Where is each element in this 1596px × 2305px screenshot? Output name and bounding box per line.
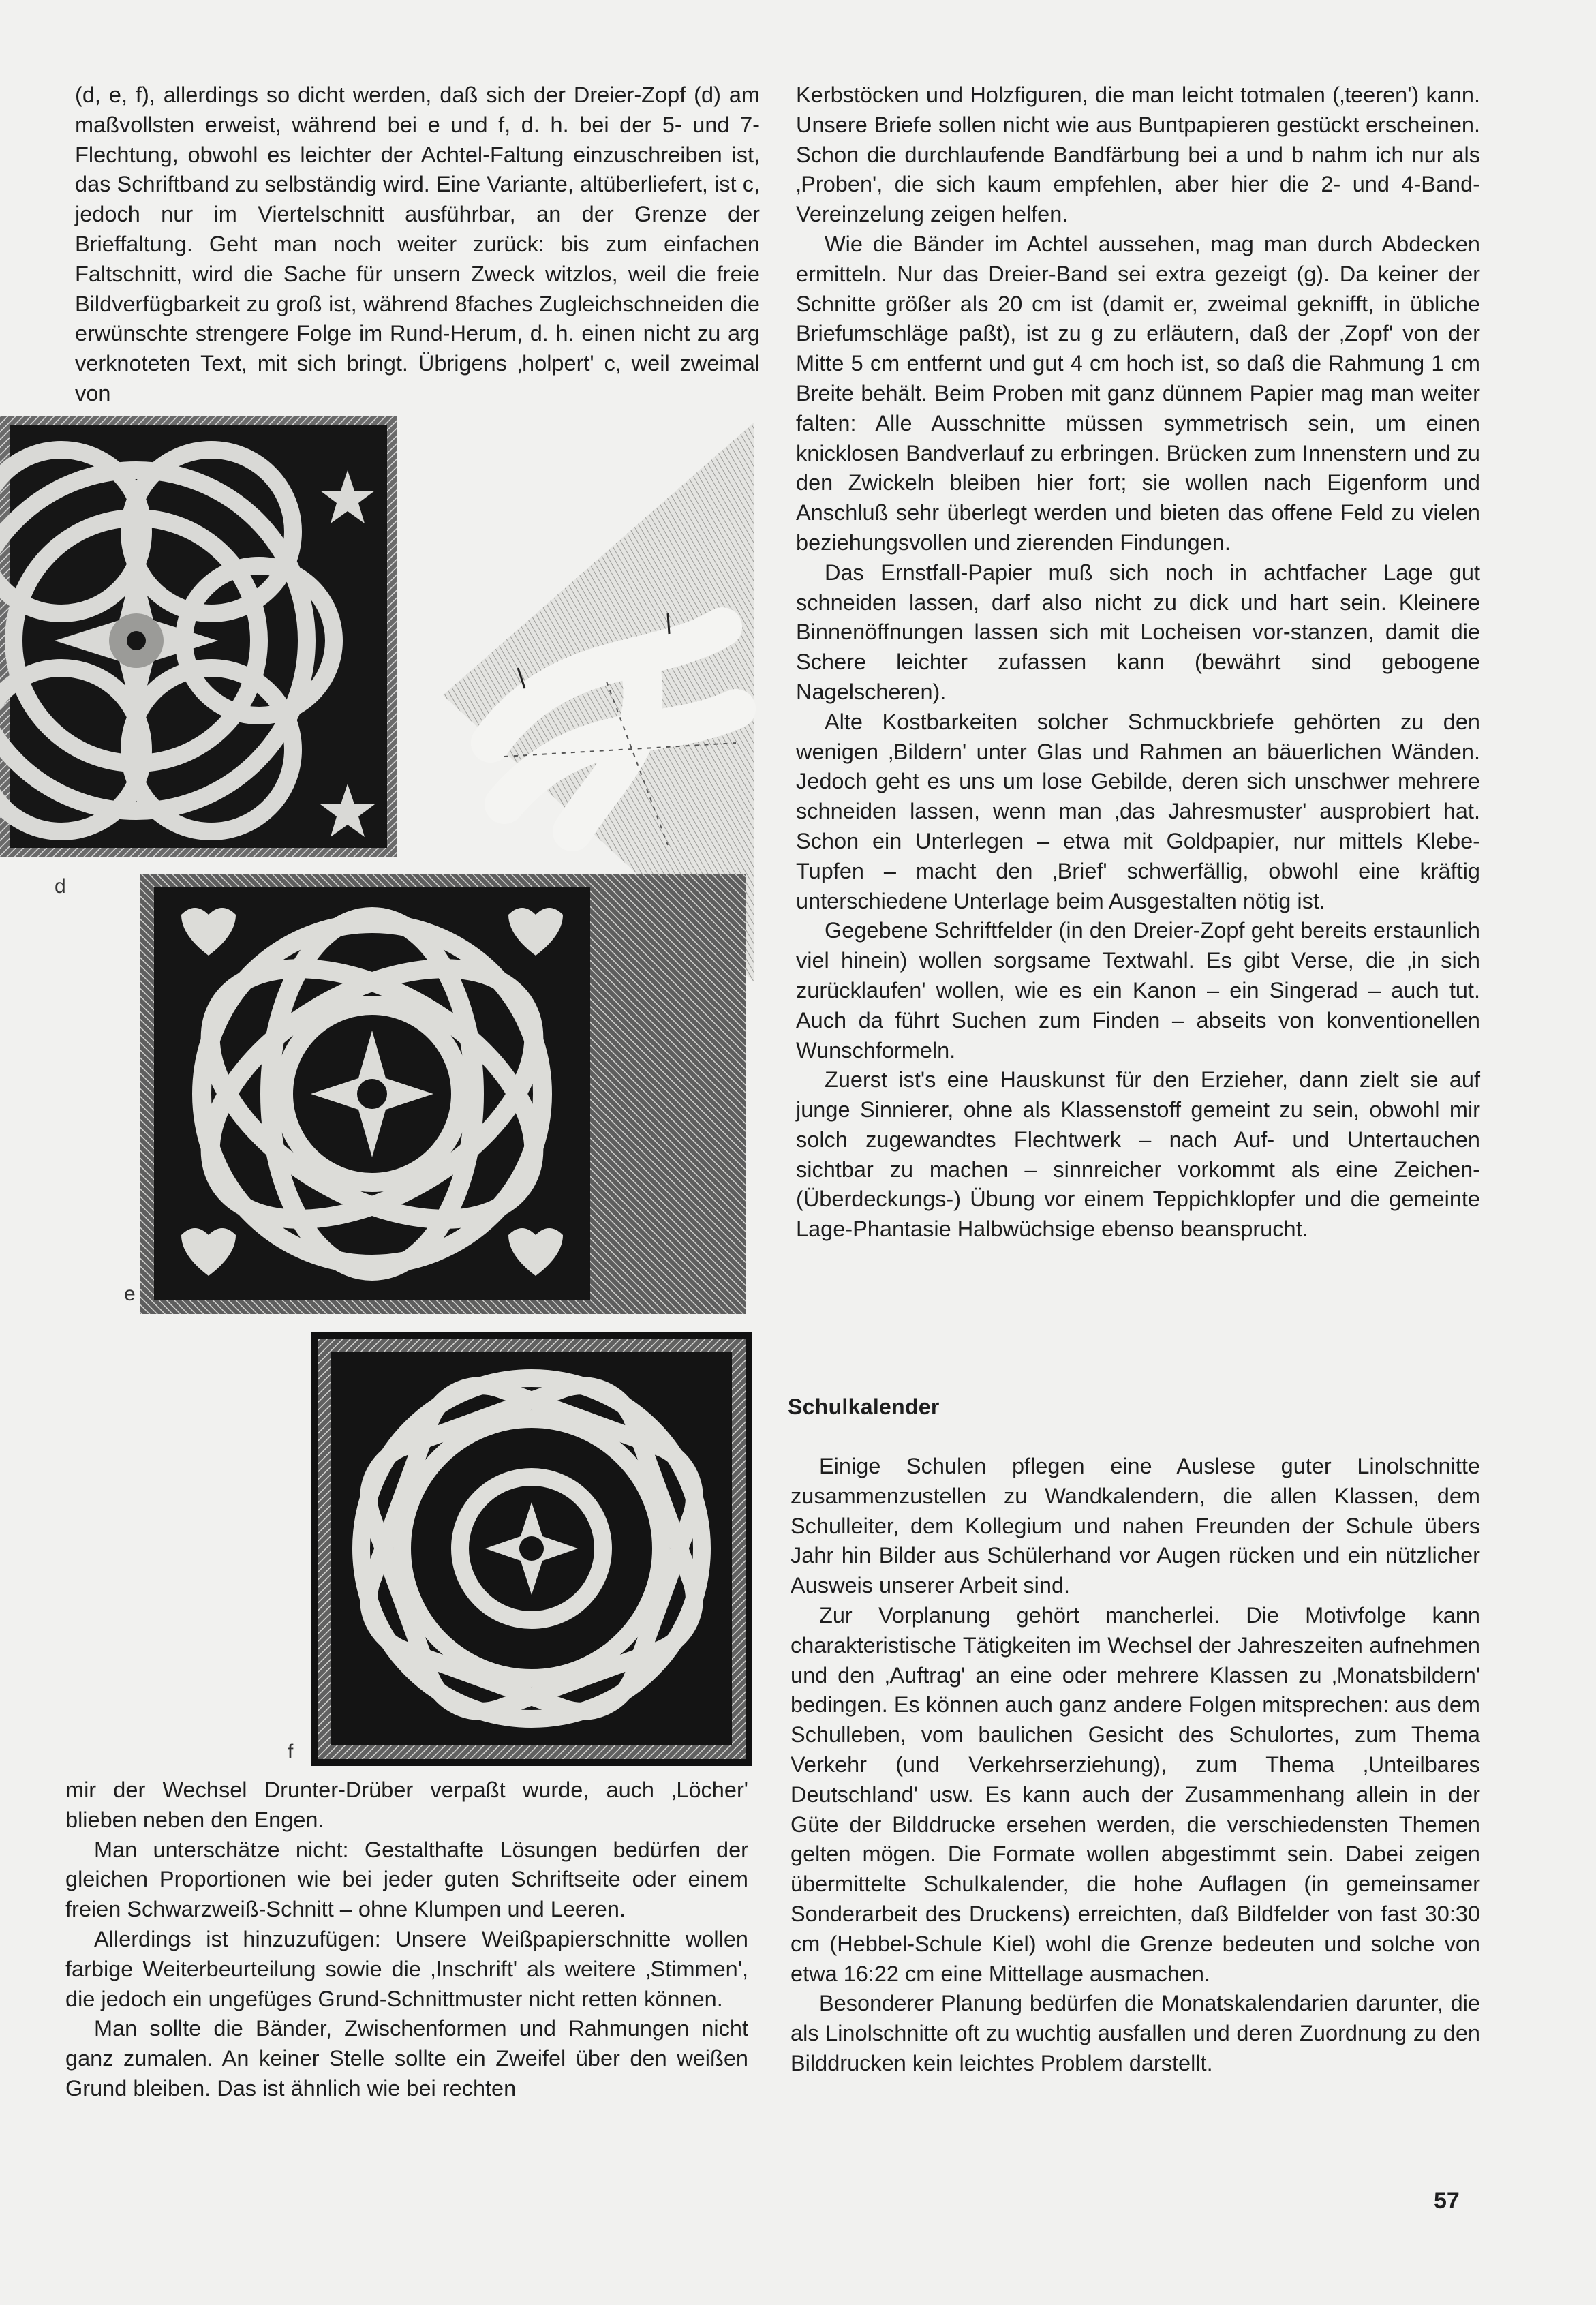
- papercut-figure-d: [0, 416, 397, 857]
- paragraph: Zuerst ist's eine Hauskunst für den Erzieher, dann zielt sie auf junge Sinnierer, ohne als Klassenstoff gemeint zu sein, obwohl mir solch zugewandtes Flechtwerk – nach Auf- und Untertauchen sichtbar zu machen – sinnreicher vorkommt als eine Zeichen- (Überdeckungs-) Übung vor einem Teppichklopfer und die gemeinte Lage-Phantasie Halbwüchsige ebenso beansprucht.: [796, 1067, 1480, 1242]
- paragraph: Man unterschätze nicht: Gestalthafte Lösungen bedürfen der gleichen Proportionen wie bei jeder guten Schriftseite oder einem freien Schwarzweiß-Schnitt – ohne Klumpen und Leeren.: [65, 1837, 748, 1922]
- page-number: 57: [1434, 2188, 1460, 2214]
- paragraph: Man sollte die Bänder, Zwischenformen und Rahmungen nicht ganz zumalen. An keiner Stelle sollte ein Zweifel über den weißen Grund bleiben. Das ist ähnlich wie bei rechten: [65, 2016, 748, 2101]
- paragraph: Gegebene Schriftfelder (in den Dreier-Zopf geht bereits erstaunlich viel hinein) wollen sorgsame Textwahl. Es gibt Verse, die ‚in sich zurücklaufen' wollen, wie es ein Kanon – ein Singerad – auch tut. Auch da führt Suchen zum Finden – abseits von konventionellen Wunschformeln.: [796, 918, 1480, 1063]
- left-column-top: [75, 80, 760, 409]
- paragraph: Alte Kostbarkeiten solcher Schmuckbriefe gehörten zu den wenigen ‚Bildern' unter Glas und Rahmen an bäuerlichen Wänden. Jedoch geht es uns um lose Gebilde, deren sich unschwer mehrere schneiden lassen, wenn man ‚das Jahresmuster' ausprobiert hat. Schon ein Unterlegen – etwa mit Goldpapier, nur mittels Klebe-Tupfen – macht den ‚Brief' schwerfällig, obwohl eine kräftig unterschiedene Unterlage beim Ausgestalten nötig ist.: [796, 709, 1480, 913]
- paragraph: mir der Wechsel Drunter-Drüber verpaßt wurde, auch ‚Löcher' blieben neben den Engen.: [65, 1777, 748, 1832]
- figure-label-e: e: [124, 1283, 136, 1305]
- paragraph: Kerbstöcken und Holzfiguren, die man leicht totmalen (‚teeren') kann. Unsere Briefe sollen nicht wie aus Buntpapieren gestückt erscheinen. Schon die durchlaufende Bandfärbung bei a und b nahm ich nur als ‚Proben', die sich kaum empfehlen, aber hier die 2- und 4-Band-Vereinzelung zeigen helfen.: [796, 82, 1480, 227]
- papercut-figure-e: [140, 874, 746, 1314]
- paragraph: Besonderer Planung bedürfen die Monatskalendarien darunter, die als Linolschnitte oft zu wuchtig ausfallen und deren Zuordnung zu den Bilddrucken kein leichtes Problem darstellt.: [791, 1991, 1480, 2075]
- paragraph: Einige Schulen pflegen eine Auslese guter Linolschnitte zusammenzustellen zu Wandkalendern, die allen Klassen, dem Schulleiter, dem Kollegium und nahen Freunden der Schule übers Jahr hin Bilder aus Schülerhand vor Augen rücken und ein nützlicher Ausweis unserer Arbeit sind.: [791, 1454, 1480, 1598]
- papercut-figure-f: [311, 1332, 752, 1766]
- paragraph: (d, e, f), allerdings so dicht werden, daß sich der Dreier-Zopf (d) am maßvollsten erweist, während bei e und f, d. h. bei der 5- und 7-Flechtung, obwohl es leichter der Achtel-Faltung einzuschreiben ist, das Schriftband zu selbständig wird. Eine Variante, altüberliefert, ist c, jedoch nur im Viertelschnitt ausführbar, an der Grenze der Brieffaltung. Geht man noch weiter zurück: bis zum einfachen Faltschnitt, wird die Sache für unsern Zweck witzlos, weil die freie Bildverfügbarkeit zu groß ist, während 8faches Zugleichschneiden die erwünschte strengere Folge im Rund-Herum, d. h. einen nicht zu arg verknoteten Text, mit sich bringt. Übrigens ‚holpert' c, weil zweimal von: [75, 82, 760, 406]
- paragraph: Das Ernstfall-Papier muß sich noch in achtfacher Lage gut schneiden lassen, darf also nicht zu dick und hart sein. Kleinere Binnenöffnungen lassen sich mit Locheisen vor-stanzen, damit die Schere leichter zufassen kann (bewährt sind gebogene Nagelscheren).: [796, 560, 1480, 704]
- figure-label-d: d: [55, 875, 66, 898]
- section-heading: Schulkalender: [788, 1394, 940, 1419]
- paragraph: Wie die Bänder im Achtel aussehen, mag man durch Abdecken ermitteln. Nur das Dreier-Band sei extra gezeigt (g). Da keiner der Schnitte größer als 20 cm ist (damit er, zweimal geknifft, in übliche Briefumschläge paßt), ist zu g zu erläutern, daß der ‚Zopf' von der Mitte 5 cm entfernt und gut 4 cm hoch ist, so daß die Rahmung 1 cm Breite behält. Beim Proben mit ganz dünnem Papier mag man weiter falten: Alle Ausschnitte müssen symmetrisch sein, um einen knicklosen Bandverlauf zu erbringen. Brücken zum Innenstern und zu den Zwickeln bleiben hier fort; sie wollen nach Eigenform und Anschluß sehr überlegt werden und bieten das offene Feld zu vielen beziehungsvollen und zierenden Findungen.: [796, 231, 1480, 555]
- right-column-top: [796, 80, 1480, 1245]
- figure-label-f: f: [288, 1741, 294, 1763]
- right-column-bottom: [791, 1452, 1480, 2079]
- paragraph: Allerdings ist hinzuzufügen: Unsere Weißpapierschnitte wollen farbige Weiterbeurteilung sowie die ‚Inschrift' als weitere ‚Stimmen', die jedoch ein ungefüges Grund-Schnittmuster nicht retten können.: [65, 1926, 748, 2011]
- paragraph: Zur Vorplanung gehört mancherlei. Die Motivfolge kann charakteristische Tätigkeiten im Wechsel der Jahreszeiten aufnehmen und den ‚Auftrag' an eine oder mehrere Klassen zu ‚Monatsbildern' bedingen. Es können auch ganz andere Folgen mitsprechen: aus dem Schulleben, vom baulichen Gesicht des Schulortes, zum Thema Verkehr (und Verkehrserziehung), zum Thema ‚Unteilbares Deutschland' usw. Es kann auch der Zusammenhang allein in der Güte der Bilddrucke ersehen werden, die verschiedensten Themen gelten mögen. Die Formate wollen abgestimmt sein. Dabei zeigen übermittelte Schulkalender, die hohe Auflagen (in gemeinsamer Sonderarbeit des Druckens) erreichten, daß Bildfelder von fast 30:30 cm (Hebbel-Schule Kiel) wohl die Grenze bedeuten und solche von etwa 16:22 cm eine Mittellage ausmachen.: [791, 1602, 1480, 1986]
- left-column-bottom: [65, 1775, 748, 2104]
